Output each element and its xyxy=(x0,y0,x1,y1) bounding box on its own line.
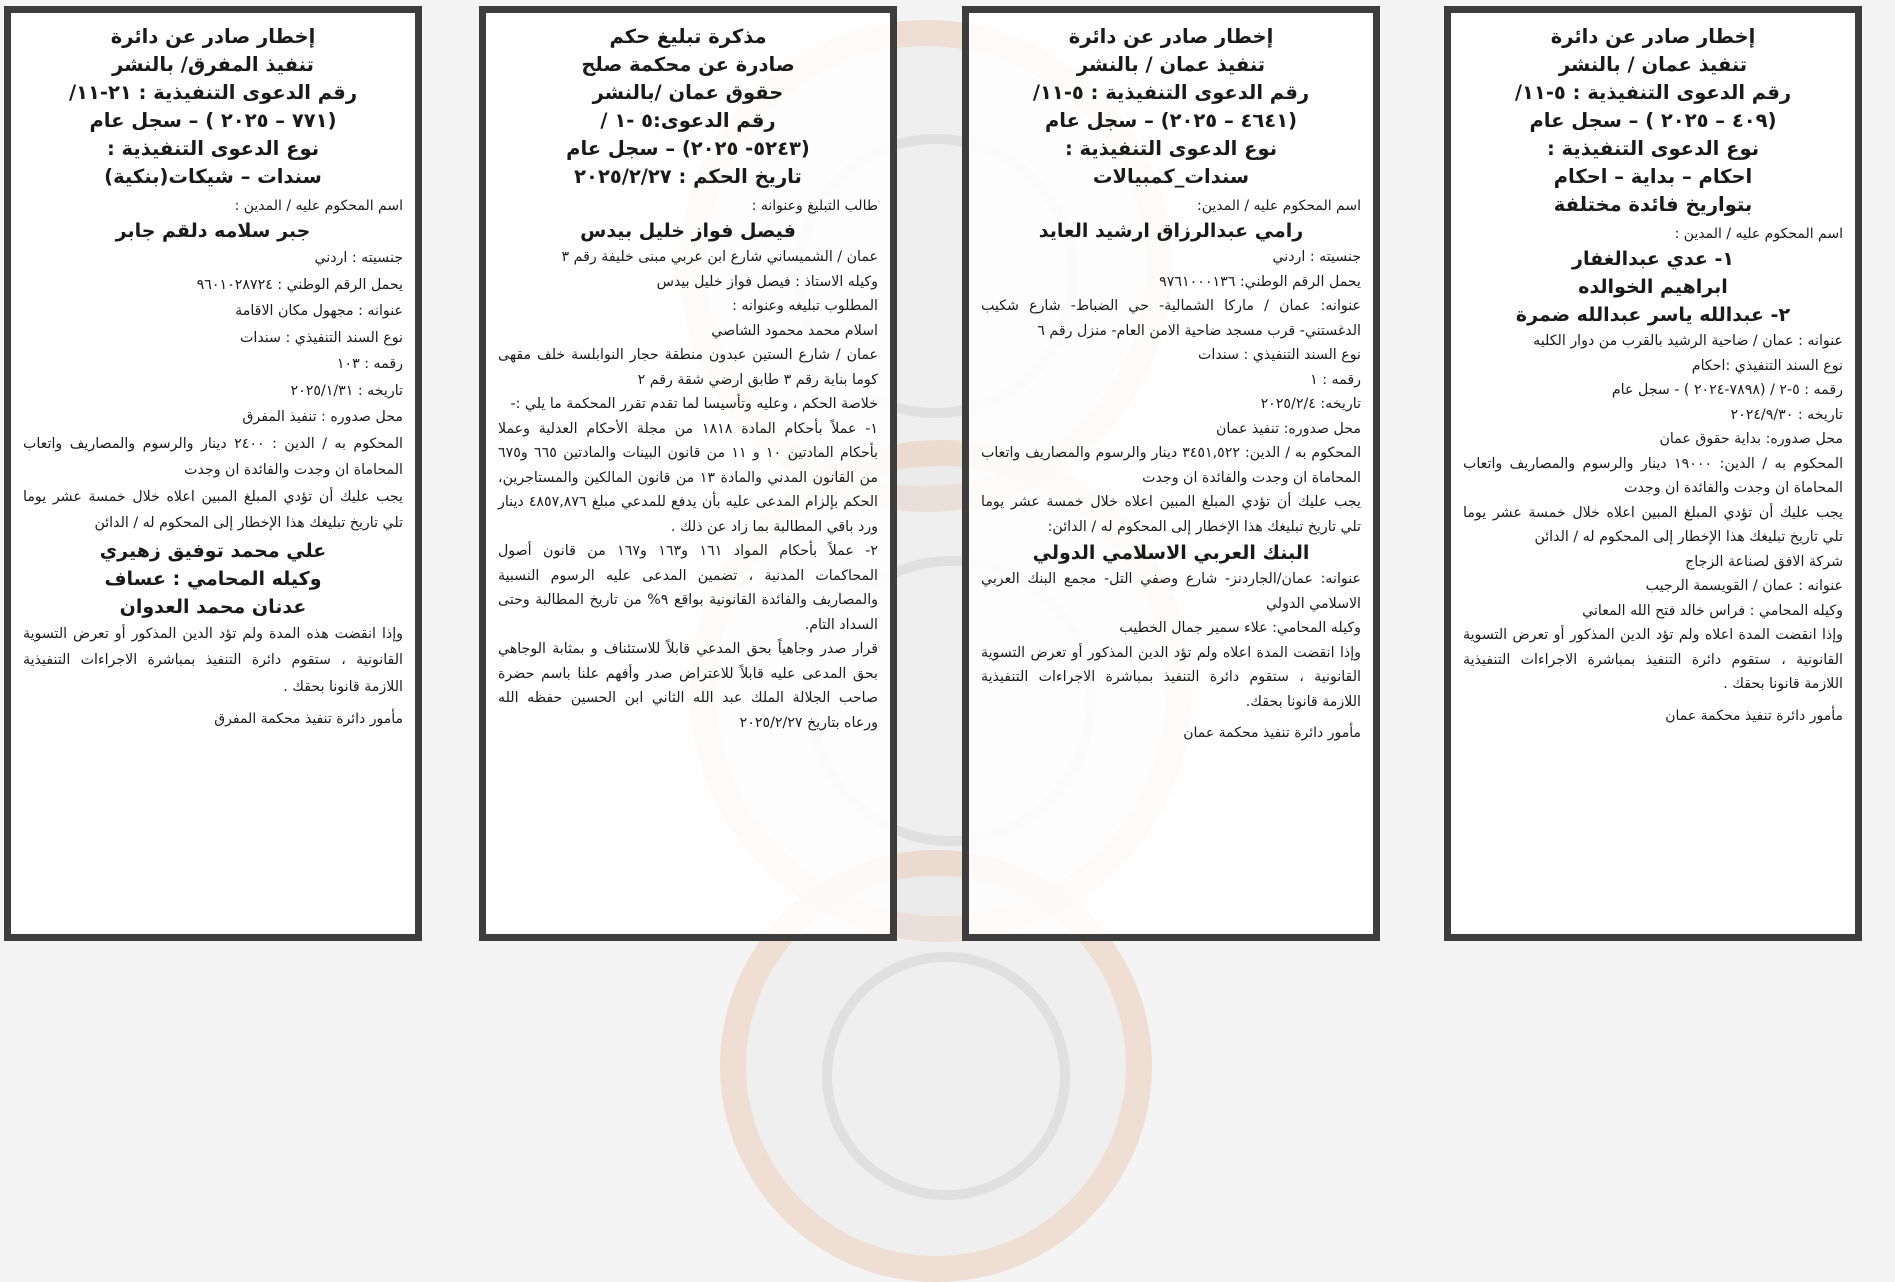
nationality: جنسيته : اردني xyxy=(314,250,403,266)
creditor-name: علي محمد توفيق زهيري xyxy=(99,539,327,562)
notice-column-mafraq xyxy=(4,6,422,941)
notice-column-judgment-memo xyxy=(479,6,897,941)
judgment-decision: قرار صدر وجاهياً بحق المدعي قابلاً للاستئناف و بمثابة الوجاهي بحق المدعى عليه قابلاً للاعتراض صدر وأفهم علنا باسم حضرة صاحب الجلالة الملك عبد الله الثاني ابن الحسين حفظه الله ورعاه بتاريخ ٢٠٢٥/٢/٢٧ xyxy=(498,641,878,731)
instrument-type: نوع السند التنفيذي : سندات xyxy=(240,329,403,346)
payment-instruction: يجب عليك أن تؤدي المبلغ المبين اعلاه خلال خمسة عشر يوما تلي تاريخ تبليغك هذا الإخطار إلى المحكوم له / الدائن xyxy=(1463,504,1843,545)
notice-column-amman-409 xyxy=(1444,6,1862,941)
address: عنوانه : عمان / ضاحية الرشيد بالقرب من دوار الكليه xyxy=(1533,333,1843,349)
creditor-lawyer: وكيله المحامي : فراس خالد فتح الله المعاني xyxy=(1582,602,1843,619)
creditor-name: شركة الافق لصناعة الزجاج xyxy=(1685,553,1843,570)
requester-agent: وكيله الاستاذ : فيصل فواز خليل بيدس xyxy=(656,273,878,290)
requester-name: فيصل فواز خليل بيدس xyxy=(580,220,796,242)
requester-address: عمان / الشميساني شارع ابن عربي مبنى خليفة رقم ٣ xyxy=(561,249,878,265)
debtor-label: اسم المحكوم عليه / المدين: xyxy=(1197,198,1361,214)
debtor-name: جبر سلامه دلقم جابر xyxy=(115,220,311,242)
notice-heading: مذكرة تبليغ حكم صادرة عن محكمة صلح حقوق عمان /بالنشر رقم الدعوى:٥ -١ / (٥٢٤٣- ٢٠٢٥) – سجل عام تاريخ الحكم : ٢٠٢٥/٢/٢٧ xyxy=(566,25,810,188)
instrument-date: تاريخه : ٢٠٢٥/١/٣١ xyxy=(290,382,403,399)
respondent-name: اسلام محمد محمود الشاصي xyxy=(711,322,878,339)
respondent-label: المطلوب تبليغه وعنوانه : xyxy=(732,298,878,314)
address: عنوانه: عمان / ماركا الشمالية- حي الضباط- شارع شكيب الدغستني- قرب مسجد ضاحية الامن العام- منزل رقم ٦ xyxy=(981,298,1361,339)
signature: مأمور دائرة تنفيذ محكمة عمان xyxy=(1665,707,1843,724)
instrument-date: تاريخه : ٢٠٢٤/٩/٣٠ xyxy=(1730,406,1843,423)
debtor-name-2: ٢- عبدالله ياسر عبدالله ضمرة xyxy=(1515,304,1791,326)
judgment-amount: المحكوم به / الدين : ٢٤٠٠ دينار والرسوم والمصاريف واتعاب المحاماة ان وجدت والفائدة ان وجدت xyxy=(23,435,403,478)
creditor-address: عنوانه : عمان / القويسمة الرجيب xyxy=(1645,578,1843,594)
creditor-lawyer: وكيله المحامي : عساف xyxy=(104,567,322,590)
instrument-date: تاريخه: ٢٠٢٥/٢/٤ xyxy=(1260,396,1361,412)
judgment-summary: خلاصة الحكم ، وعليه وتأسيسا لما تقدم تقرر المحكمة ما يلي :- xyxy=(510,396,878,412)
creditor-lawyer: وكيله المحامي: علاء سمير جمال الخطيب xyxy=(1119,620,1361,636)
notice-heading: إخطار صادر عن دائرة تنفيذ المفرق/ بالنشر رقم الدعوى التنفيذية : ٢١-١١/ (٧٧١ – ٢٠٢٥ ) – سجل عام نوع الدعوى التنفيذية : سندات – شيكات(بنكية) xyxy=(68,25,358,188)
notice-heading: إخطار صادر عن دائرة تنفيذ عمان / بالنشر رقم الدعوى التنفيذية : ٥-١١/ (٤٠٩ – ٢٠٢٥ ) – سجل عام نوع الدعوى التنفيذية : احكام – بداية – احكام بتواريخ فائدة مختلفة xyxy=(1514,25,1792,216)
creditor-address: عنوانه: عمان/الجاردنز- شارع وصفي التل- مجمع البنك العربي الاسلامي الدولي xyxy=(981,571,1361,612)
instrument-type: نوع السند التنفيذي : سندات xyxy=(1198,347,1361,363)
payment-instruction: يجب عليك أن تؤدي المبلغ المبين اعلاه خلال خمسة عشر يوما تلي تاريخ تبليغك هذا الإخطار إلى المحكوم له / الدائن xyxy=(23,488,403,531)
debtor-label: اسم المحكوم عليه / المدين : xyxy=(1674,226,1843,242)
enforcement-warning: وإذا انقضت المدة اعلاه ولم تؤد الدين المذكور أو تعرض التسوية القانونية ، ستقوم دائرة التنفيذ بمباشرة الاجراءات التنفيذية اللازمة قانونا بحقك . xyxy=(1463,627,1843,692)
notice-column-amman-4641 xyxy=(962,6,1380,941)
respondent-address: عمان / شارع الستين عبدون منطقة حجار النوابلسة خلف مقهى كوما بناية رقم ٣ طابق ارضي شقة رقم ٢ xyxy=(498,347,878,388)
instrument-number: رقمه : ١٠٣ xyxy=(336,356,403,372)
debtor-label: اسم المحكوم عليه / المدين : xyxy=(234,198,403,214)
address: عنوانه : مجهول مكان الاقامة xyxy=(235,303,403,319)
debtor-name: رامي عبدالرزاق ارشيد العايد xyxy=(1038,220,1304,242)
judgment-clause-1: ١- عملاً بأحكام المادة ١٨١٨ من مجلة الأحكام العدلية وعملا بأحكام المادتين ١٠ و ١١ من قانون البينات والمادتين ٦٦٥ و٦٧٥ من القانون المدني والمادة ١٣ من قانون المالكين والمستاجرين، الحكم بإلزام المدعى عليه بأن يدفع للمدعي مبلغ ٤٨٥٧,٨٧٦ دينار ورد باقي المطالبة بما زاد عن ذلك . xyxy=(498,420,879,535)
instrument-number: رقمه : ١ xyxy=(1310,371,1361,388)
enforcement-warning: وإذا انقضت هذه المدة ولم تؤد الدين المذكور أو تعرض التسوية القانونية ، ستقوم دائرة التنفيذ بمباشرة الاجراءات التنفيذية اللازمة قانونا بحقك . xyxy=(23,625,403,695)
issued-at: محل صدوره: تنفيذ عمان xyxy=(1216,420,1361,437)
issued-at: محل صدوره: بداية حقوق عمان xyxy=(1659,431,1843,447)
national-id: يحمل الرقم الوطني : ٩٦٠١٠٢٨٧٢٤ xyxy=(196,276,403,293)
judgment-amount: المحكوم به / الدين: ٣٤٥١,٥٢٢ دينار والرسوم والمصاريف واتعاب المحاماة ان وجدت والفائدة ان وجدت xyxy=(981,445,1362,486)
requester-label: طالب التبليغ وعنوانه : xyxy=(751,198,878,214)
debtor-name-1-cont: ابراهيم الخوالده xyxy=(1578,276,1728,298)
creditor-lawyer-name: عدنان محمد العدوان xyxy=(119,595,307,618)
signature: مأمور دائرة تنفيذ محكمة المفرق xyxy=(214,711,403,727)
signature: مأمور دائرة تنفيذ محكمة عمان xyxy=(1183,725,1361,741)
judgment-amount: المحكوم به / الدين: ١٩٠٠٠ دينار والرسوم والمصاريف واتعاب المحاماة ان وجدت والفائدة ان وجدت xyxy=(1463,455,1844,496)
national-id: يحمل الرقم الوطني: ٩٧٦١٠٠٠١٣٦ xyxy=(1159,273,1361,290)
payment-instruction: يجب عليك أن تؤدي المبلغ المبين اعلاه خلال خمسة عشر يوما تلي تاريخ تبليغك هذا الإخطار إلى المحكوم له / الدائن: xyxy=(981,494,1361,535)
enforcement-warning: وإذا انقضت المدة اعلاه ولم تؤد الدين المذكور أو تعرض التسوية القانونية ، ستقوم دائرة التنفيذ بمباشرة الاجراءات التنفيذية اللازمة قانونا بحقك. xyxy=(981,644,1361,710)
instrument-number: رقمه : ٥-٢ / (٧٨٩٨-٢٠٢٤ ) - سجل عام xyxy=(1611,382,1843,398)
debtor-name-1: ١- عدي عبدالغفار xyxy=(1572,248,1734,270)
issued-at: محل صدوره : تنفيذ المفرق xyxy=(242,409,403,425)
instrument-type: نوع السند التنفيذي :احكام xyxy=(1691,357,1843,374)
notice-heading: إخطار صادر عن دائرة تنفيذ عمان / بالنشر رقم الدعوى التنفيذية : ٥-١١/ (٤٦٤١ – ٢٠٢٥) – سجل عام نوع الدعوى التنفيذية : سندات_كمبيالات xyxy=(1032,25,1310,188)
creditor-name: البنك العربي الاسلامي الدولي xyxy=(1032,542,1310,564)
judgment-clause-2: ٢- عملاً بأحكام المواد ١٦١ و١٦٣ و١٦٧ من قانون أصول المحاكمات المدنية ، تضمين المدعى عليه الرسوم النسبية والمصاريف والفائدة القانونية بواقع ٩% من تاريخ المطالبة وحتى السداد التام. xyxy=(498,543,878,633)
nationality: جنسيته : اردني xyxy=(1272,249,1361,265)
